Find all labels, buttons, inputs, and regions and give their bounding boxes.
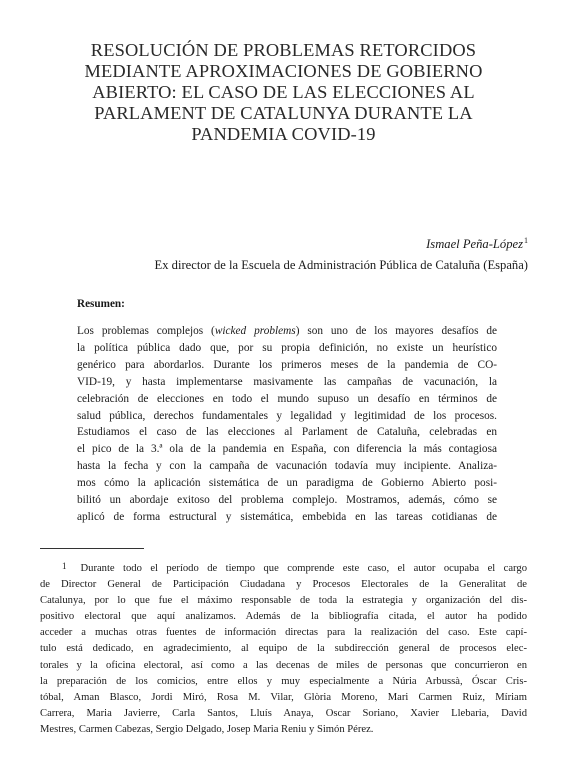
footnote-line: acceder a muchas otras fuentes de información directas para la realización del caso. Este capí-	[40, 627, 527, 639]
document-title	[40, 40, 527, 145]
abstract-line: VID-19, y hasta implementarse masivamente las campañas de vacunación, la	[77, 375, 497, 388]
footnote-line: torales y la oficina electoral, así como a las decenas de miles de personas que concurrieron en	[40, 659, 527, 671]
abstract-line: mos cómo la aplicación sistemática de un paradigma de Gobierno Abierto posi-	[77, 477, 497, 490]
author-footnote-mark: 1	[524, 236, 528, 245]
footnote-text: Durante todo el período de tiempo que comprende este caso, el autor ocupaba el cargo	[80, 563, 527, 574]
footnote	[40, 558, 527, 738]
title-line: ABIERTO: EL CASO DE LAS ELECCIONES AL	[92, 82, 475, 102]
abstract-line: celebración de elecciones en todo el mundo supuso un desafío en términos de	[77, 392, 497, 405]
abstract-line: salud pública, derechos fundamentales y legalidad y legitimidad de los procesos.	[77, 409, 497, 422]
abstract-line: bilitó un abordaje exitoso del problema complejo. Mostramos, además, cómo se	[77, 494, 497, 507]
title-line: MEDIANTE APROXIMACIONES DE GOBIERNO	[84, 61, 483, 81]
abstract-line: Estudiamos el caso de las elecciones al Parlament de Cataluña, celebradas en	[77, 426, 497, 439]
abstract-line: el pico de la 3.ª ola de la pandemia en España, con diferencia la más contagiosa	[77, 443, 497, 456]
footnote-mark: 1	[62, 561, 67, 571]
abstract-italic-term: wicked problems	[214, 325, 296, 337]
footnote-line: positivo electoral que aquí analizamos. Además de la bibliografía citada, el autor ha podido	[40, 611, 527, 623]
title-line: RESOLUCIÓN DE PROBLEMAS RETORCIDOS	[90, 40, 477, 60]
footnote-separator	[40, 548, 144, 549]
abstract-heading: Resumen:	[77, 298, 125, 310]
footnote-line	[40, 558, 527, 577]
abstract-line: la política pública dado que, por su propia definición, no existe un heurístico	[77, 341, 497, 354]
abstract-line: aplicó de forma estructural y sistemática, embebida en las tareas cotidianas de	[77, 510, 497, 523]
abstract-text: Los problemas complejos (	[77, 325, 215, 337]
footnote-line: Carrera, Maria Javierre, Carla Santos, Lluís Anaya, Oscar Soriano, Xavier Llebaria, David	[40, 707, 527, 719]
author-name-text: Ismael Peña-López	[426, 237, 523, 251]
abstract-line	[77, 323, 497, 340]
footnote-line: tulo está dedicado, en agradecimiento, al equipo de la subdirección general de procesos elec-	[40, 643, 527, 655]
footnote-line: la preparación de los comicios, entre ellos y muy especialmente a Núria Arbussà, Óscar Cris-	[40, 675, 527, 687]
abstract-body	[77, 323, 497, 526]
footnote-line: tóbal, Aman Blasco, Jordi Miró, Rosa M. Vilar, Glòria Moreno, Mari Carmen Ruiz, Míriam	[40, 691, 527, 703]
author-name	[426, 236, 528, 252]
abstract-line: genérico para abordarlos. Durante los primeros meses de la pandemia de CO-	[77, 358, 497, 371]
footnote-line: de Director General de Participación Ciudadana y Procesos Electorales de la Generalitat de	[40, 579, 527, 591]
author-affiliation: Ex director de la Escuela de Administración Pública de Cataluña (España)	[154, 258, 528, 272]
abstract-line: hasta la fecha y con la campaña de vacunación todavía muy incipiente. Analiza-	[77, 460, 497, 473]
abstract-text: ) son uno de los mayores desafíos de	[295, 325, 498, 337]
title-line: PANDEMIA COVID-19	[191, 124, 376, 144]
footnote-line: Mestres, Carmen Cabezas, Sergio Delgado, Josep Maria Reniu y Simón Pérez.	[40, 723, 374, 735]
footnote-line: Catalunya, por lo que fue el máximo responsable de toda la estrategia y organización del dis-	[40, 595, 527, 607]
title-line: PARLAMENT DE CATALUNYA DURANTE LA	[94, 103, 473, 123]
